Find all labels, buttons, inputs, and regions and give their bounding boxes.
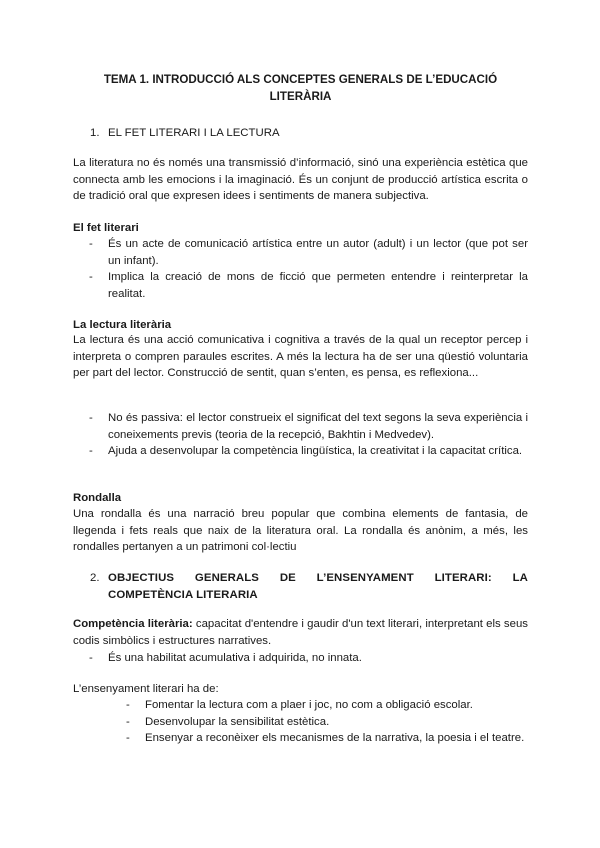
ensenyament-intro: L’ensenyament literari ha de: (73, 683, 219, 695)
list-item: - Desenvolupar la sensibilitat estètica. (126, 714, 528, 731)
section-2-number: 2. (90, 572, 100, 584)
section-1-heading (90, 125, 528, 142)
competencia-definition: capacitat d'entendre i gaudir d'un text literari, interpretant els seus codis simbòlics i estructures narratives. (73, 618, 528, 647)
fet-literari-list (89, 236, 528, 302)
section-2-title: OBJECTIUS GENERALS DE L’ENSENYAMENT LITERARI: LA COMPETÈNCIA LITERARIA (108, 572, 528, 601)
section-1-title: EL FET LITERARI I LA LECTURA (108, 127, 280, 139)
section-1-number: 1. (90, 127, 100, 139)
ensenyament-list (126, 697, 528, 747)
rondalla-text: Una rondalla és una narració breu popular que combina elements de fantasia, de llegenda i fets reals que naix de la literatura oral. La rondalla és anònim, a més, les rondalles pertanyen a un patrimoni col·lectiu (73, 508, 528, 553)
lectura-literaria-text: La lectura és una acció comunicativa i cognitiva a través de la qual un receptor percep i interpreta o compren paraules escrites. A més la lectura ha de ser una qüestió voluntaria per part del lector. Construcció de sentit, quan s’enten, es pensa, es reflexiona... (73, 334, 528, 379)
document-title: TEMA 1. INTRODUCCIÓ ALS CONCEPTES GENERALS DE L’EDUCACIÓ LITERÀRIA (103, 73, 498, 103)
competencia-term: Competència literària: (73, 618, 193, 630)
list-item: - Fomentar la lectura com a plaer i joc, no com a obligació escolar. (126, 697, 528, 714)
list-item: - És un acte de comunicació artística entre un autor (adult) i un lector (que pot ser un infant). (89, 236, 528, 269)
section-1-intro: La literatura no és només una transmissió d’informació, sinó una experiència estètica que connecta amb les emocions i la imaginació. És un conjunt de producció artística escrita o de tradició oral que expresen idees i sentiments de manera subjectiva. (73, 157, 528, 202)
list-item: - Implica la creació de mons de ficció que permeten entendre i reinterpretar la realitat. (89, 269, 528, 302)
list-item: - És una habilitat acumulativa i adquirida, no innata. (89, 650, 528, 667)
lectura-literaria-heading: La lectura literària (73, 319, 172, 331)
rondalla-heading: Rondalla (73, 492, 122, 504)
lectura-literaria-list (89, 410, 528, 460)
list-item: - No és passiva: el lector construeix el significat del text segons la seva experiència i coneixements previs (teoria de la recepció, Bakhtin i Medvedev). (89, 410, 528, 443)
competencia-paragraph (73, 616, 528, 649)
section-2-heading (90, 570, 528, 603)
fet-literari-heading: El fet literari (73, 222, 139, 234)
competencia-list (89, 650, 528, 667)
list-item: - Ensenyar a reconèixer els mecanismes de la narrativa, la poesia i el teatre. (126, 730, 528, 747)
list-item: - Ajuda a desenvolupar la competència lingüística, la creativitat i la capacitat crítica. (89, 443, 528, 460)
